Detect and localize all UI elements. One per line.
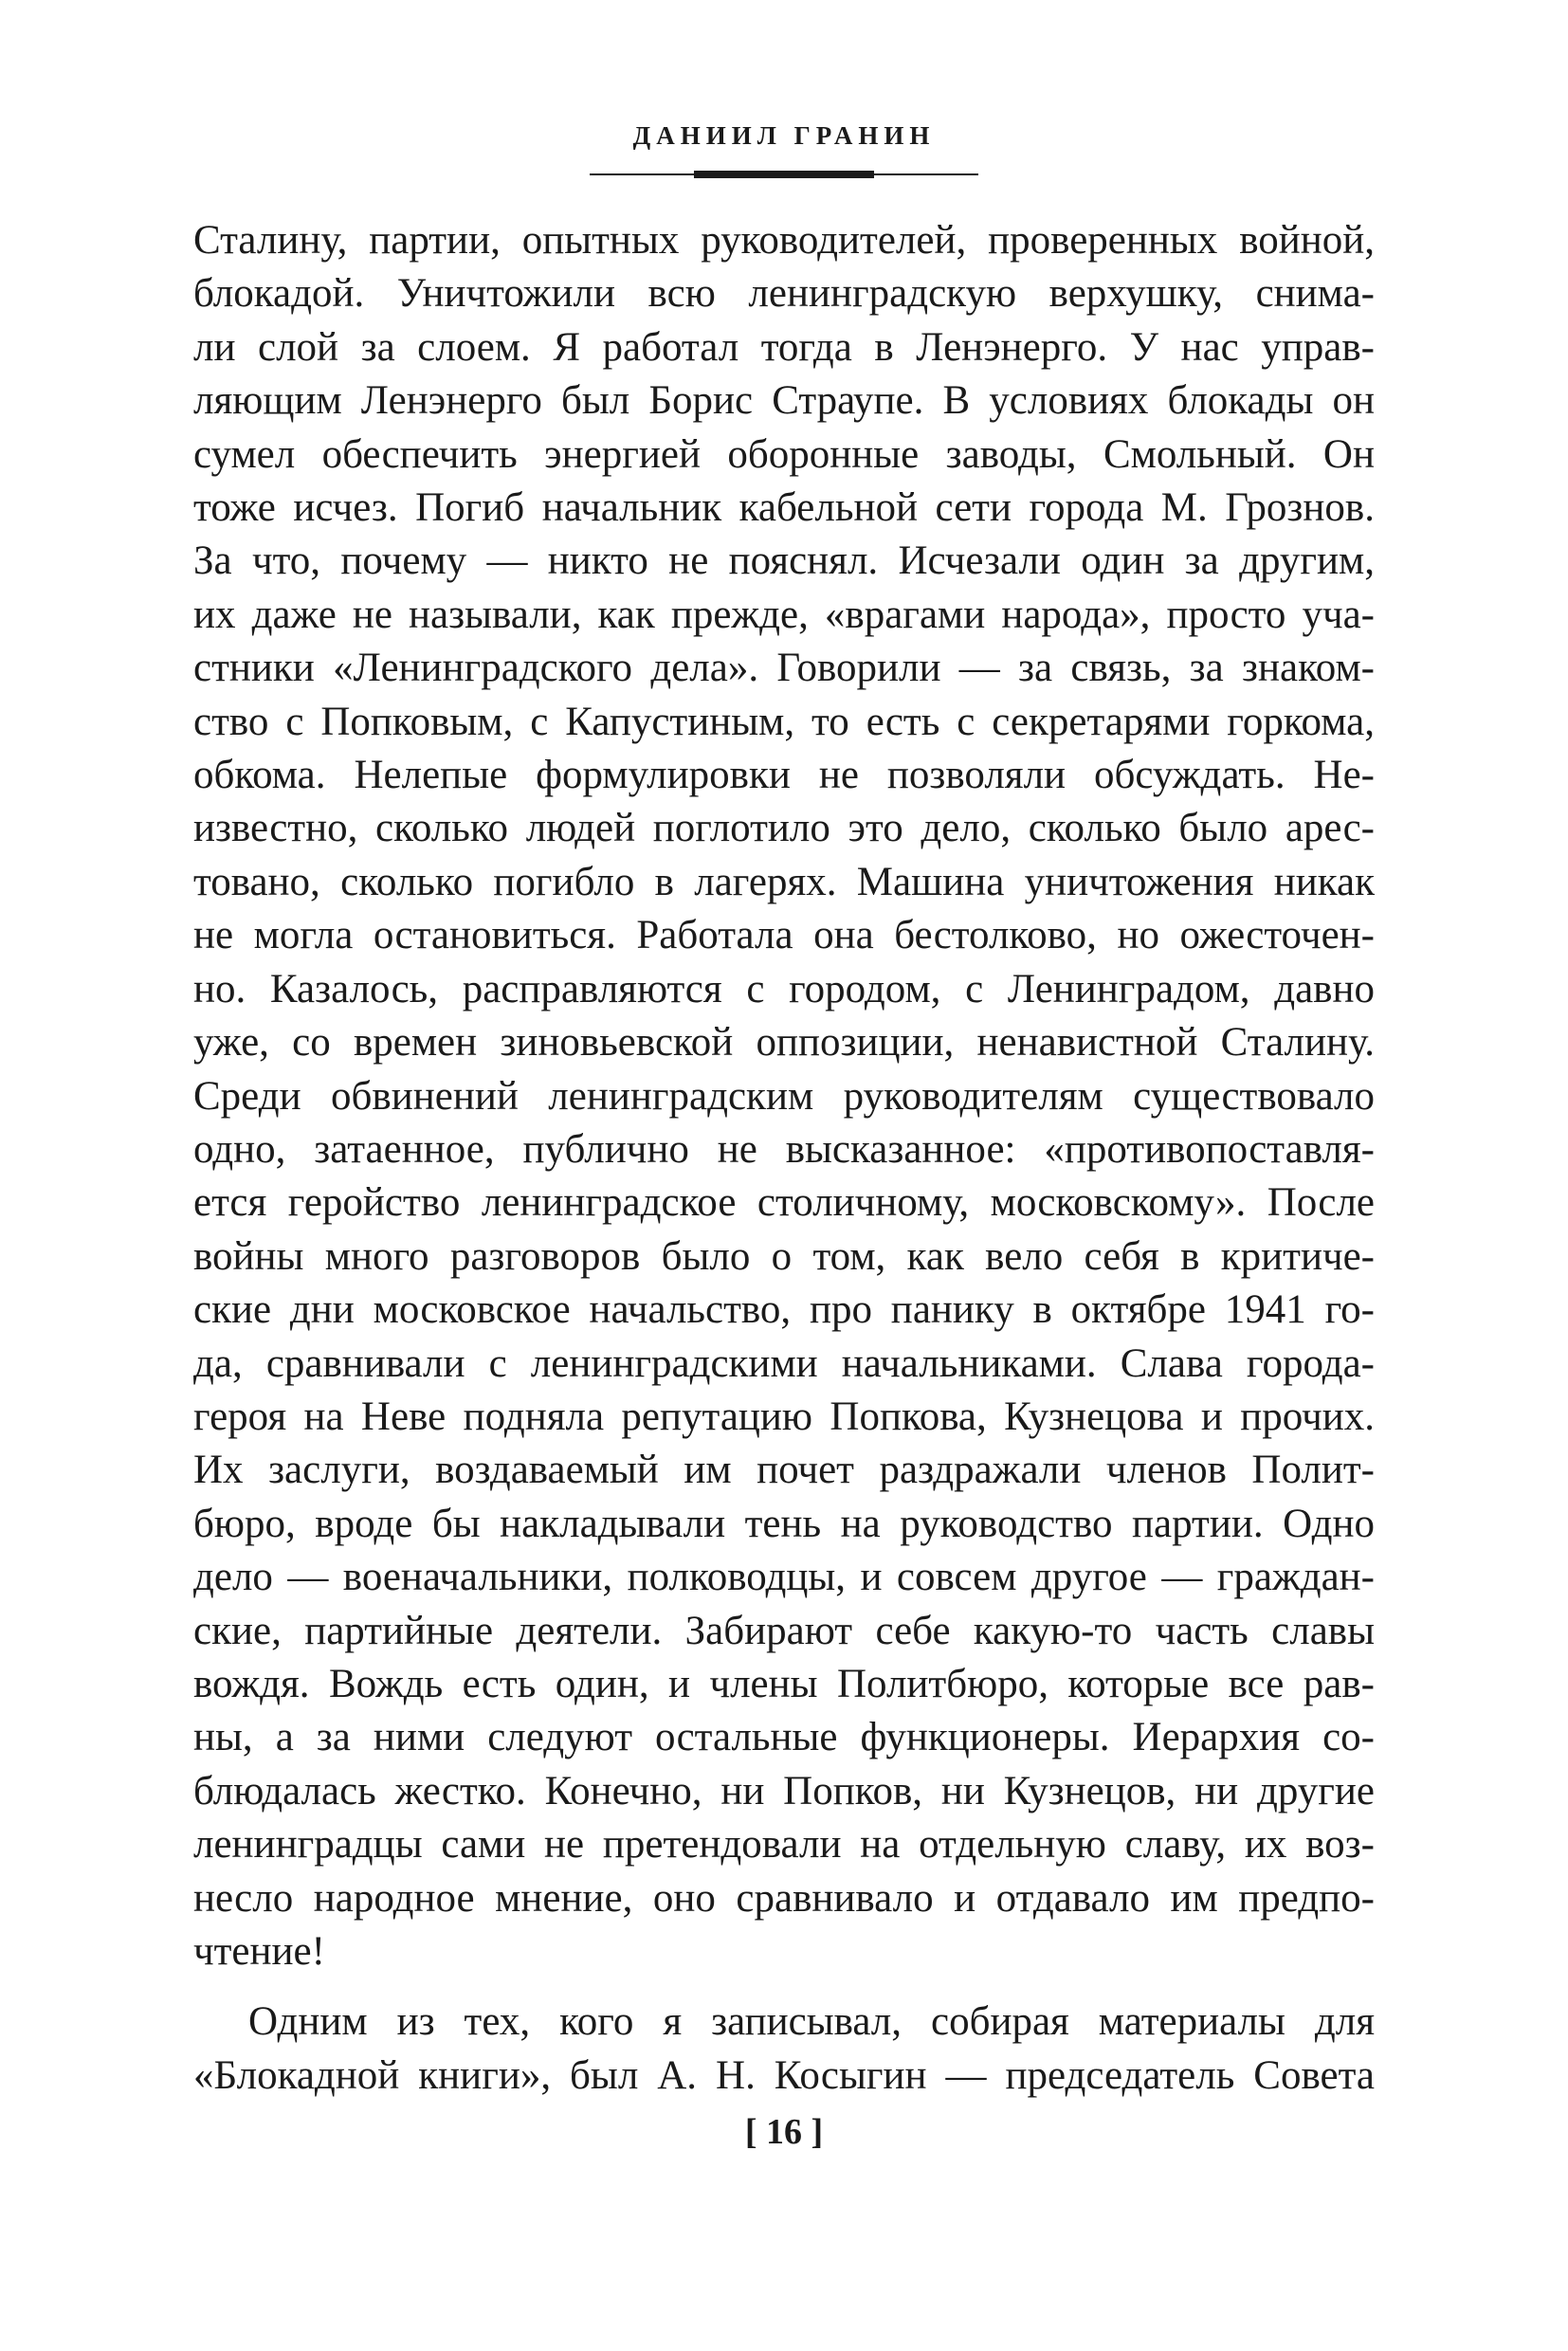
text-line: не могла остановиться. Работала она бестолково, но ожесточен- (193, 913, 1375, 958)
text-line: несло народное мнение, оно сравнивало и отдавало им предпо- (193, 1875, 1375, 1921)
text-line: За что, почему — никто не пояснял. Исчезали один за другим, (193, 538, 1375, 584)
text-line: одно, затаенное, публично не высказанное: «противопоставля- (193, 1126, 1375, 1172)
text-line: Сталину, партии, опытных руководителей, проверенных войной, (193, 218, 1375, 263)
text-line: ские, партийные деятели. Забирают себе какую-то часть славы (193, 1608, 1375, 1653)
text-line: обкома. Нелепые формулировки не позволяли обсуждать. Не- (193, 753, 1375, 798)
text-line: блюдалась жестко. Конечно, ни Попков, ни Кузнецов, ни другие (193, 1768, 1375, 1813)
text-line: дело — военачальники, полководцы, и совсем другое — граждан- (193, 1555, 1375, 1600)
text-line: бюро, вроде бы накладывали тень на руководство партии. Одно (193, 1501, 1375, 1546)
text-line: их даже не называли, как прежде, «врагами народа», просто уча- (193, 592, 1375, 637)
text-line: Одним из тех, кого я записывал, собирая материалы для (248, 1999, 1375, 2045)
running-head: ДАНИИЛ ГРАНИН (632, 121, 936, 150)
header-rule-thick (694, 171, 874, 178)
text-line: ленинградцы сами не претендовали на отдельную славу, их воз- (193, 1822, 1375, 1868)
text-line: но. Казалось, расправляются с городом, с Ленинградом, давно (193, 966, 1375, 1011)
text-line: ляющим Ленэнерго был Борис Страупе. В условиях блокады он (193, 378, 1375, 424)
paragraph-2 (193, 1996, 1375, 2103)
text-line: «Блокадной книги», был А. Н. Косыгин — председатель Совета (193, 2052, 1375, 2098)
text-line: сумел обеспечить энергией оборонные заводы, Смольный. Он (193, 431, 1375, 477)
text-line: ется геройство ленинградское столичному, московскому». После (193, 1180, 1375, 1226)
text-line: тоже исчез. Погиб начальник кабельной сети города М. Грознов. (193, 485, 1375, 531)
text-block (193, 214, 1375, 2103)
text-line: уже, со времен зиновьевской оппозиции, ненавистной Сталину. (193, 1020, 1375, 1066)
text-line: ские дни московское начальство, про панику в октябре 1941 го- (193, 1287, 1375, 1333)
text-line: да, сравнивали с ленинградскими начальниками. Слава города- (193, 1340, 1375, 1386)
page-number: [ 16 ] (744, 2112, 824, 2152)
text-line: ны, а за ними следуют остальные функционеры. Иерархия со- (193, 1715, 1375, 1760)
text-line: товано, сколько погибло в лагерях. Машина уничтожения никак (193, 859, 1375, 904)
text-line: вождя. Вождь есть один, и члены Политбюро, которые все рав- (193, 1661, 1375, 1706)
text-line: известно, сколько людей поглотило это дело, сколько было арес- (193, 806, 1375, 851)
text-line: ли слой за слоем. Я работал тогда в Ленэнерго. У нас управ- (193, 324, 1375, 370)
paragraph-1 (193, 214, 1375, 1978)
text-line: войны много разговоров было о том, как вело себя в критиче- (193, 1233, 1375, 1279)
text-line: блокадой. Уничтожили всю ленинградскую верхушку, снима- (193, 271, 1375, 317)
text-line: стники «Ленинградского дела». Говорили — за связь, за знаком- (193, 646, 1375, 691)
text-line: чтение! (193, 1929, 325, 1974)
text-line: ство с Попковым, с Капустиным, то есть с секретарями горкома, (193, 699, 1375, 744)
text-line: Среди обвинений ленинградским руководителям существовало (193, 1073, 1375, 1119)
text-line: героя на Неве подняла репутацию Попкова, Кузнецова и прочих. (193, 1394, 1375, 1439)
text-line: Их заслуги, воздаваемый им почет раздражали членов Полит- (193, 1448, 1375, 1493)
